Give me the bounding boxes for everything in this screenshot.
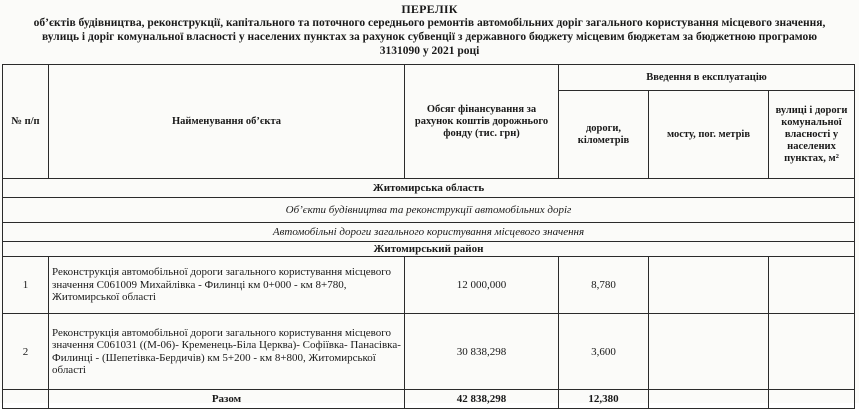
- header-row-1: [3, 65, 855, 91]
- title-line-2: вулиць і доріг комунальної власності у населених пунктах за рахунок субвенції з державного бюджету місцевим бюджетам за бюджетною програмою: [41, 31, 817, 43]
- title-main: ПЕРЕЛІК: [401, 2, 458, 16]
- row-streets: [769, 314, 855, 390]
- district-cell: Житомирський район: [3, 242, 855, 257]
- document-title: [0, 2, 859, 58]
- section-objects-row: [3, 198, 855, 223]
- row-name: Реконструкція автомобільної дороги загального користування місцевого значення С061009 Михайлівка - Филинці км 0+000 - км 8+780, Житомирської області: [49, 257, 405, 314]
- total-row: [3, 390, 855, 409]
- total-num-cell: [3, 390, 49, 409]
- objects-table: [2, 64, 855, 409]
- header-name: Найменування об’єкта: [49, 65, 405, 179]
- header-finance: Обсяг фінансування за рахунок коштів дорожнього фонду (тис. грн): [405, 65, 559, 179]
- total-roads: 12,380: [559, 390, 649, 409]
- total-streets: [769, 390, 855, 409]
- row-bridges: [649, 314, 769, 390]
- row-num: 1: [3, 257, 49, 314]
- row-roads: 3,600: [559, 314, 649, 390]
- row-num: 2: [3, 314, 49, 390]
- row-bridges: [649, 257, 769, 314]
- title-line-3: 3131090 у 2021 році: [379, 45, 480, 57]
- row-finance: 12 000,000: [405, 257, 559, 314]
- row-streets: [769, 257, 855, 314]
- header-streets: вулиці і дороги комунальної власності у населених пунктах, м²: [769, 91, 855, 179]
- row-finance: 30 838,298: [405, 314, 559, 390]
- header-num: № п/п: [3, 65, 49, 179]
- header-bridges: мосту, пог. метрів: [649, 91, 769, 179]
- region-cell: Житомирська область: [3, 179, 855, 198]
- row-roads: 8,780: [559, 257, 649, 314]
- section-roads-cell: Автомобільні дороги загального користування місцевого значення: [3, 223, 855, 242]
- total-label: Разом: [49, 390, 405, 409]
- region-row: [3, 179, 855, 198]
- total-bridges: [649, 390, 769, 409]
- header-roads: дороги, кілометрів: [559, 91, 649, 179]
- title-line-1: об’єктів будівництва, реконструкції, капітального та поточного середнього ремонтів автомобільних доріг загального користування місцевого значення,: [33, 17, 826, 29]
- section-roads-row: [3, 223, 855, 242]
- table-row: [3, 314, 855, 390]
- district-row: [3, 242, 855, 257]
- row-name: Реконструкція автомобільної дороги загального користування місцевого значення С061031 ((М-06)- Кременець-Біла Церква)- Софіївка- Панасівка- Филинці - (Шепетівка-Бердичів) км 5+200 - км 8+800, Житомирської області: [49, 314, 405, 390]
- header-commissioning: Введення в експлуатацію: [559, 65, 855, 91]
- table-row: [3, 257, 855, 314]
- section-objects-cell: Об’єкти будівництва та реконструкції автомобільних доріг: [3, 198, 855, 223]
- total-finance: 42 838,298: [405, 390, 559, 409]
